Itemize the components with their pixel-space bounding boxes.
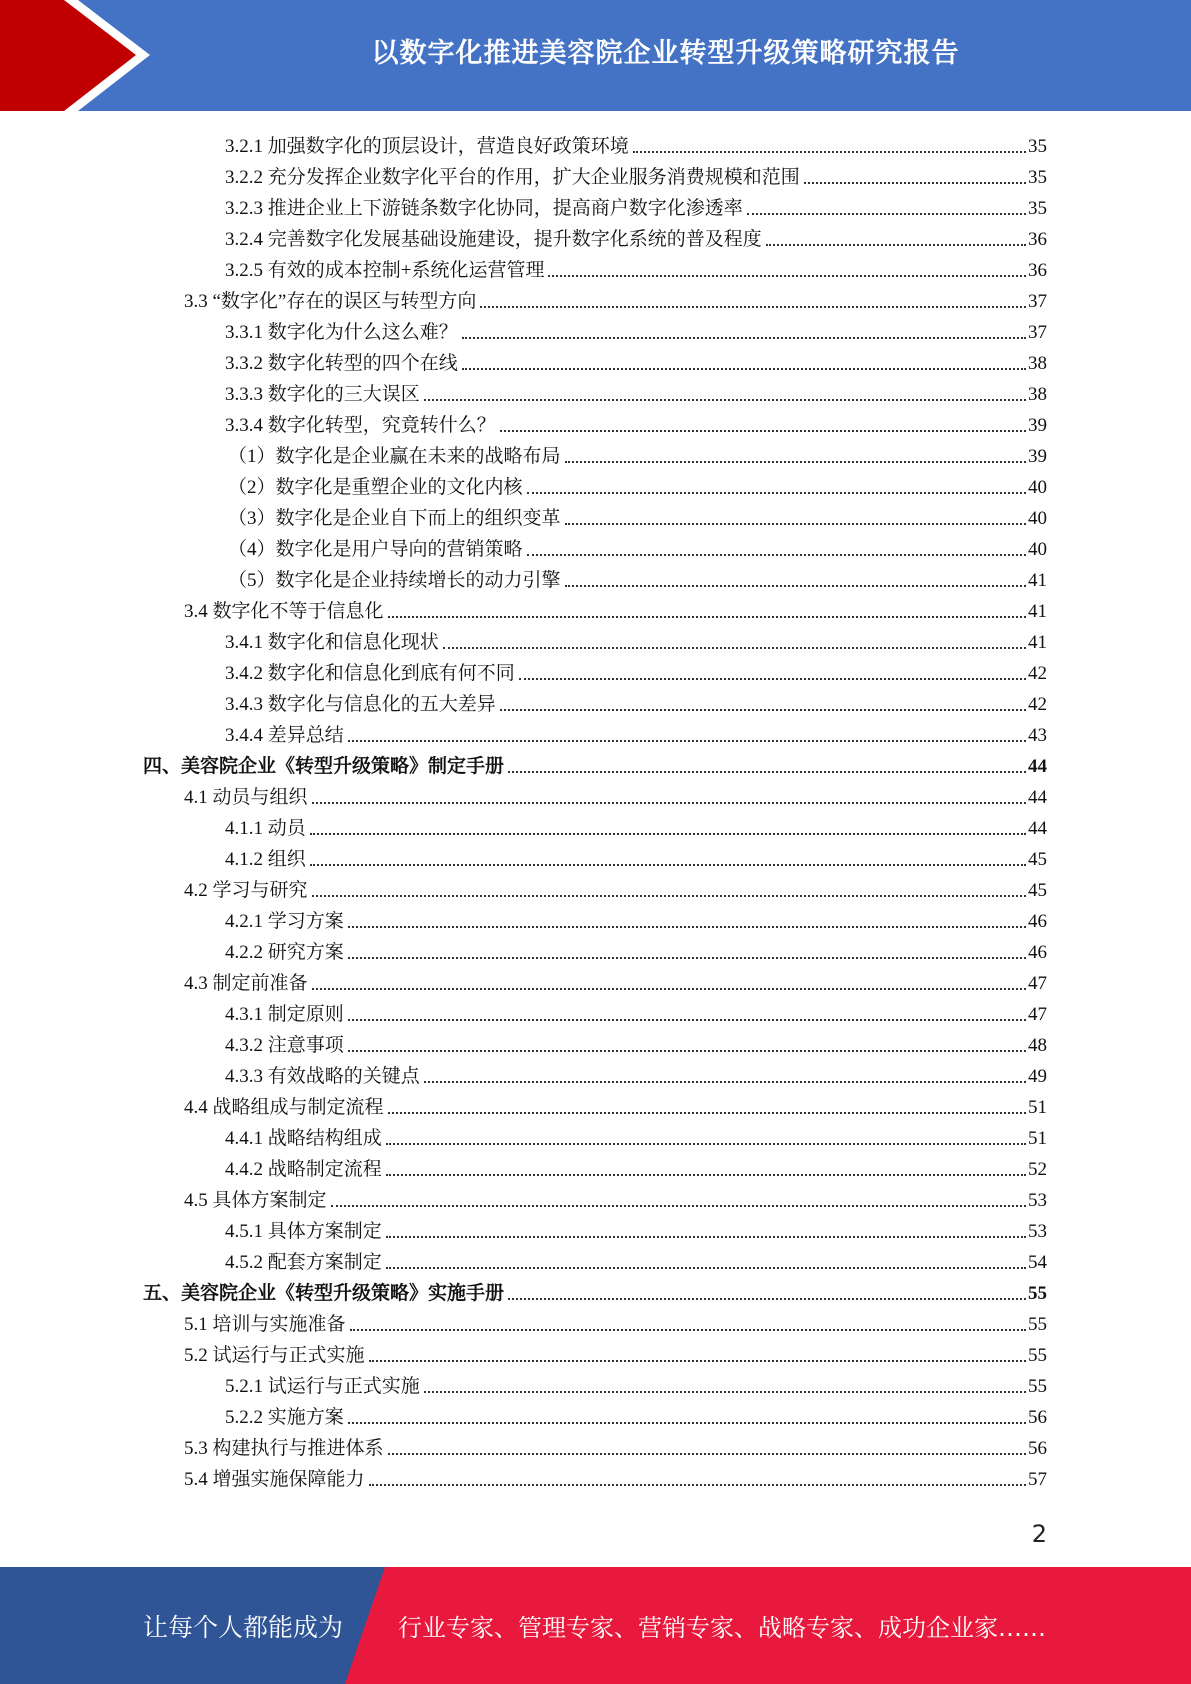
toc-entry[interactable] (184, 1181, 1047, 1212)
toc-entry[interactable] (228, 499, 1047, 530)
toc-entry-page: 45 (1028, 849, 1047, 870)
toc-entry-label: 3.2.4 完善数字化发展基础设施建设，提升数字化系统的普及程度 (225, 229, 762, 250)
toc-entry-page: 47 (1028, 1004, 1047, 1025)
toc-entry[interactable] (225, 716, 1047, 747)
toc-entry[interactable] (225, 1243, 1047, 1274)
toc-dot-leader (500, 430, 1026, 432)
toc-entry-label: 4.3.1 制定原则 (225, 1004, 344, 1025)
toc-entry[interactable] (225, 1150, 1047, 1181)
toc-entry-page: 46 (1028, 911, 1047, 932)
toc-dot-leader (500, 709, 1026, 711)
toc-dot-leader (804, 182, 1026, 184)
toc-entry-label: 3.4 数字化不等于信息化 (184, 601, 384, 622)
toc-dot-leader (424, 1081, 1026, 1083)
toc-entry[interactable] (184, 778, 1047, 809)
toc-dot-leader (424, 399, 1026, 401)
toc-dot-leader (369, 1360, 1026, 1362)
toc-entry-label: （3）数字化是企业自下而上的组织变革 (228, 508, 561, 529)
toc-dot-leader (350, 1329, 1026, 1331)
toc-entry[interactable] (225, 1212, 1047, 1243)
toc-dot-leader (312, 988, 1026, 990)
toc-dot-leader (747, 213, 1026, 215)
toc-entry[interactable] (225, 1119, 1047, 1150)
toc-entry-page: 46 (1028, 942, 1047, 963)
toc-entry[interactable] (184, 282, 1047, 313)
toc-entry-page: 40 (1028, 477, 1047, 498)
toc-entry-page: 56 (1028, 1438, 1047, 1459)
toc-entry-label: 4.3.2 注意事项 (225, 1035, 344, 1056)
toc-entry-page: 40 (1028, 508, 1047, 529)
toc-entry-label: 3.2.5 有效的成本控制+系统化运营管理 (225, 260, 545, 281)
page-number: 2 (1031, 1520, 1047, 1548)
toc-dot-leader (348, 1422, 1026, 1424)
toc-entry-page: 56 (1028, 1407, 1047, 1428)
toc-entry-label: 3.3.3 数字化的三大误区 (225, 384, 420, 405)
toc-entry-page: 51 (1028, 1128, 1047, 1149)
toc-entry-page: 49 (1028, 1066, 1047, 1087)
toc-entry-label: 4.3 制定前准备 (184, 973, 308, 994)
toc-dot-leader (348, 957, 1026, 959)
toc-entry-label: 5.3 构建执行与推进体系 (184, 1438, 384, 1459)
toc-entry-label: 3.4.3 数字化与信息化的五大差异 (225, 694, 496, 715)
toc-dot-leader (548, 275, 1026, 277)
toc-entry-page: 44 (1028, 787, 1047, 808)
toc-dot-leader (462, 337, 1026, 339)
toc-entry[interactable] (225, 251, 1047, 282)
toc-entry[interactable] (225, 1057, 1047, 1088)
toc-entry-label: 3.2.3 推进企业上下游链条数字化协同，提高商户数字化渗透率 (225, 198, 743, 219)
toc-entry[interactable] (184, 1429, 1047, 1460)
toc-entry-label: （1）数字化是企业赢在未来的战略布局 (228, 446, 561, 467)
toc-entry[interactable] (184, 1460, 1047, 1491)
toc-entry-page: 42 (1028, 694, 1047, 715)
toc-entry-label: 4.4.2 战略制定流程 (225, 1159, 382, 1180)
toc-entry[interactable] (225, 344, 1047, 375)
toc-dot-leader (348, 1050, 1026, 1052)
header-banner (0, 0, 1191, 111)
toc-entry-page: 43 (1028, 725, 1047, 746)
toc-entry-label: 4.5.1 具体方案制定 (225, 1221, 382, 1242)
toc-dot-leader (312, 802, 1026, 804)
toc-dot-leader (388, 1112, 1026, 1114)
toc-dot-leader (386, 1143, 1026, 1145)
toc-dot-leader (312, 895, 1026, 897)
toc-entry-page: 38 (1028, 353, 1047, 374)
toc-entry-page: 42 (1028, 663, 1047, 684)
toc-entry-label: 4.2 学习与研究 (184, 880, 308, 901)
toc-entry[interactable] (225, 313, 1047, 344)
toc-entry-page: 40 (1028, 539, 1047, 560)
toc-dot-leader (443, 647, 1026, 649)
toc-entry-page: 36 (1028, 260, 1047, 281)
toc-entry-label: 5.2.2 实施方案 (225, 1407, 344, 1428)
document-title: 以数字化推进美容院企业转型升级策略研究报告 (371, 37, 960, 69)
toc-dot-leader (348, 926, 1026, 928)
toc-entry-label: 四、美容院企业《转型升级策略》制定手册 (143, 756, 505, 777)
toc-entry-label: （4）数字化是用户导向的营销策略 (228, 539, 523, 560)
toc-entry-label: 4.4.1 战略结构组成 (225, 1128, 382, 1149)
toc-entry[interactable] (228, 561, 1047, 592)
toc-entry-page: 55 (1028, 1345, 1047, 1366)
toc-entry[interactable] (228, 530, 1047, 561)
toc-entry-label: 五、美容院企业《转型升级策略》实施手册 (143, 1283, 505, 1304)
toc-entry[interactable] (225, 654, 1047, 685)
toc-entry[interactable] (184, 1336, 1047, 1367)
toc-entry[interactable] (184, 964, 1047, 995)
toc-dot-leader (519, 678, 1026, 680)
toc-entry-page: 45 (1028, 880, 1047, 901)
toc-dot-leader (386, 1267, 1026, 1269)
toc-dot-leader (310, 833, 1026, 835)
toc-dot-leader (369, 1484, 1026, 1486)
toc-entry[interactable] (184, 1088, 1047, 1119)
toc-entry[interactable] (143, 747, 1047, 778)
toc-dot-leader (424, 1391, 1026, 1393)
toc-entry-page: 53 (1028, 1221, 1047, 1242)
toc-entry-page: 39 (1028, 415, 1047, 436)
toc-entry-page: 37 (1028, 322, 1047, 343)
toc-entry[interactable] (225, 685, 1047, 716)
chevron-decoration-icon (0, 0, 170, 111)
toc-entry[interactable] (225, 809, 1047, 840)
toc-entry-page: 54 (1028, 1252, 1047, 1273)
toc-entry-page: 35 (1028, 198, 1047, 219)
toc-entry[interactable] (225, 840, 1047, 871)
toc-entry[interactable] (143, 1274, 1047, 1305)
toc-entry-label: 3.3 “数字化”存在的误区与转型方向 (184, 291, 477, 312)
toc-entry-label: 4.2.2 研究方案 (225, 942, 344, 963)
toc-entry[interactable] (228, 437, 1047, 468)
toc-entry[interactable] (225, 375, 1047, 406)
toc-dot-leader (766, 244, 1026, 246)
toc-dot-leader (386, 1174, 1026, 1176)
toc-entry-page: 41 (1028, 601, 1047, 622)
toc-entry-page: 35 (1028, 167, 1047, 188)
footer-banner (0, 1567, 1191, 1684)
toc-dot-leader (508, 1298, 1026, 1300)
toc-entry-label: 5.2.1 试运行与正式实施 (225, 1376, 420, 1397)
toc-entry[interactable] (225, 127, 1047, 158)
toc-entry-label: 3.4.1 数字化和信息化现状 (225, 632, 439, 653)
toc-entry[interactable] (184, 592, 1047, 623)
toc-entry[interactable] (184, 871, 1047, 902)
toc-entry-page: 52 (1028, 1159, 1047, 1180)
toc-dot-leader (348, 740, 1026, 742)
toc-entry[interactable] (225, 1367, 1047, 1398)
toc-entry-label: 4.2.1 学习方案 (225, 911, 344, 932)
toc-dot-leader (388, 1453, 1026, 1455)
toc-entry-label: 3.2.2 充分发挥企业数字化平台的作用，扩大企业服务消费规模和范围 (225, 167, 800, 188)
toc-dot-leader (508, 771, 1026, 773)
toc-entry-page: 41 (1028, 632, 1047, 653)
toc-entry[interactable] (225, 995, 1047, 1026)
toc-dot-leader (331, 1205, 1026, 1207)
toc-entry[interactable] (225, 158, 1047, 189)
toc-entry-label: 3.3.4 数字化转型，究竟转什么？ (225, 415, 496, 436)
toc-dot-leader (565, 461, 1026, 463)
toc-entry-label: 3.3.2 数字化转型的四个在线 (225, 353, 458, 374)
toc-entry-label: 4.3.3 有效战略的关键点 (225, 1066, 420, 1087)
toc-entry-page: 44 (1028, 756, 1047, 777)
toc-entry-label: 4.1 动员与组织 (184, 787, 308, 808)
toc-entry-page: 55 (1028, 1376, 1047, 1397)
toc-entry-page: 38 (1028, 384, 1047, 405)
toc-entry-label: 3.2.1 加强数字化的顶层设计，营造良好政策环境 (225, 136, 629, 157)
toc-entry[interactable] (225, 220, 1047, 251)
toc-entry[interactable] (225, 406, 1047, 437)
toc-entry-page: 55 (1028, 1314, 1047, 1335)
toc-entry-label: 5.4 增强实施保障能力 (184, 1469, 365, 1490)
toc-dot-leader (462, 368, 1026, 370)
toc-entry-label: 5.2 试运行与正式实施 (184, 1345, 365, 1366)
toc-entry-label: 3.4.2 数字化和信息化到底有何不同 (225, 663, 515, 684)
toc-entry-page: 35 (1028, 136, 1047, 157)
toc-dot-leader (527, 492, 1026, 494)
toc-entry[interactable] (225, 189, 1047, 220)
toc-dot-leader (388, 616, 1026, 618)
toc-entry-page: 41 (1028, 570, 1047, 591)
toc-entry-label: 3.4.4 差异总结 (225, 725, 344, 746)
toc-entry-label: （2）数字化是重塑企业的文化内核 (228, 477, 523, 498)
toc-entry[interactable] (225, 623, 1047, 654)
toc-dot-leader (527, 554, 1026, 556)
toc-entry[interactable] (225, 933, 1047, 964)
toc-entry-page: 39 (1028, 446, 1047, 467)
toc-dot-leader (386, 1236, 1026, 1238)
toc-entry-label: 4.5 具体方案制定 (184, 1190, 327, 1211)
toc-entry-label: 4.1.1 动员 (225, 818, 306, 839)
toc-entry-label: 5.1 培训与实施准备 (184, 1314, 346, 1335)
toc-dot-leader (565, 523, 1026, 525)
toc-entry-label: 3.3.1 数字化为什么这么难？ (225, 322, 458, 343)
toc-entry[interactable] (225, 902, 1047, 933)
toc-dot-leader (480, 306, 1026, 308)
footer-slogan-right: 行业专家、管理专家、营销专家、战略专家、成功企业家…… (398, 1614, 1046, 1642)
toc-entry-label: 4.4 战略组成与制定流程 (184, 1097, 384, 1118)
toc-entry-page: 57 (1028, 1469, 1047, 1490)
toc-entry-page: 44 (1028, 818, 1047, 839)
toc-entry[interactable] (225, 1026, 1047, 1057)
toc-entry[interactable] (184, 1305, 1047, 1336)
toc-entry-label: （5）数字化是企业持续增长的动力引擎 (228, 570, 561, 591)
toc-entry-page: 48 (1028, 1035, 1047, 1056)
toc-dot-leader (633, 151, 1026, 153)
toc-dot-leader (348, 1019, 1026, 1021)
toc-entry[interactable] (228, 468, 1047, 499)
toc-entry-page: 53 (1028, 1190, 1047, 1211)
toc-entry[interactable] (225, 1398, 1047, 1429)
toc-entry-page: 37 (1028, 291, 1047, 312)
toc-dot-leader (565, 585, 1026, 587)
toc-entry-label: 4.5.2 配套方案制定 (225, 1252, 382, 1273)
toc-entry-page: 51 (1028, 1097, 1047, 1118)
toc-dot-leader (310, 864, 1026, 866)
toc-entry-page: 36 (1028, 229, 1047, 250)
toc-entry-page: 55 (1028, 1283, 1047, 1304)
footer-slogan-left: 让每个人都能成为 (143, 1612, 344, 1642)
toc-entry-label: 4.1.2 组织 (225, 849, 306, 870)
toc-entry-page: 47 (1028, 973, 1047, 994)
